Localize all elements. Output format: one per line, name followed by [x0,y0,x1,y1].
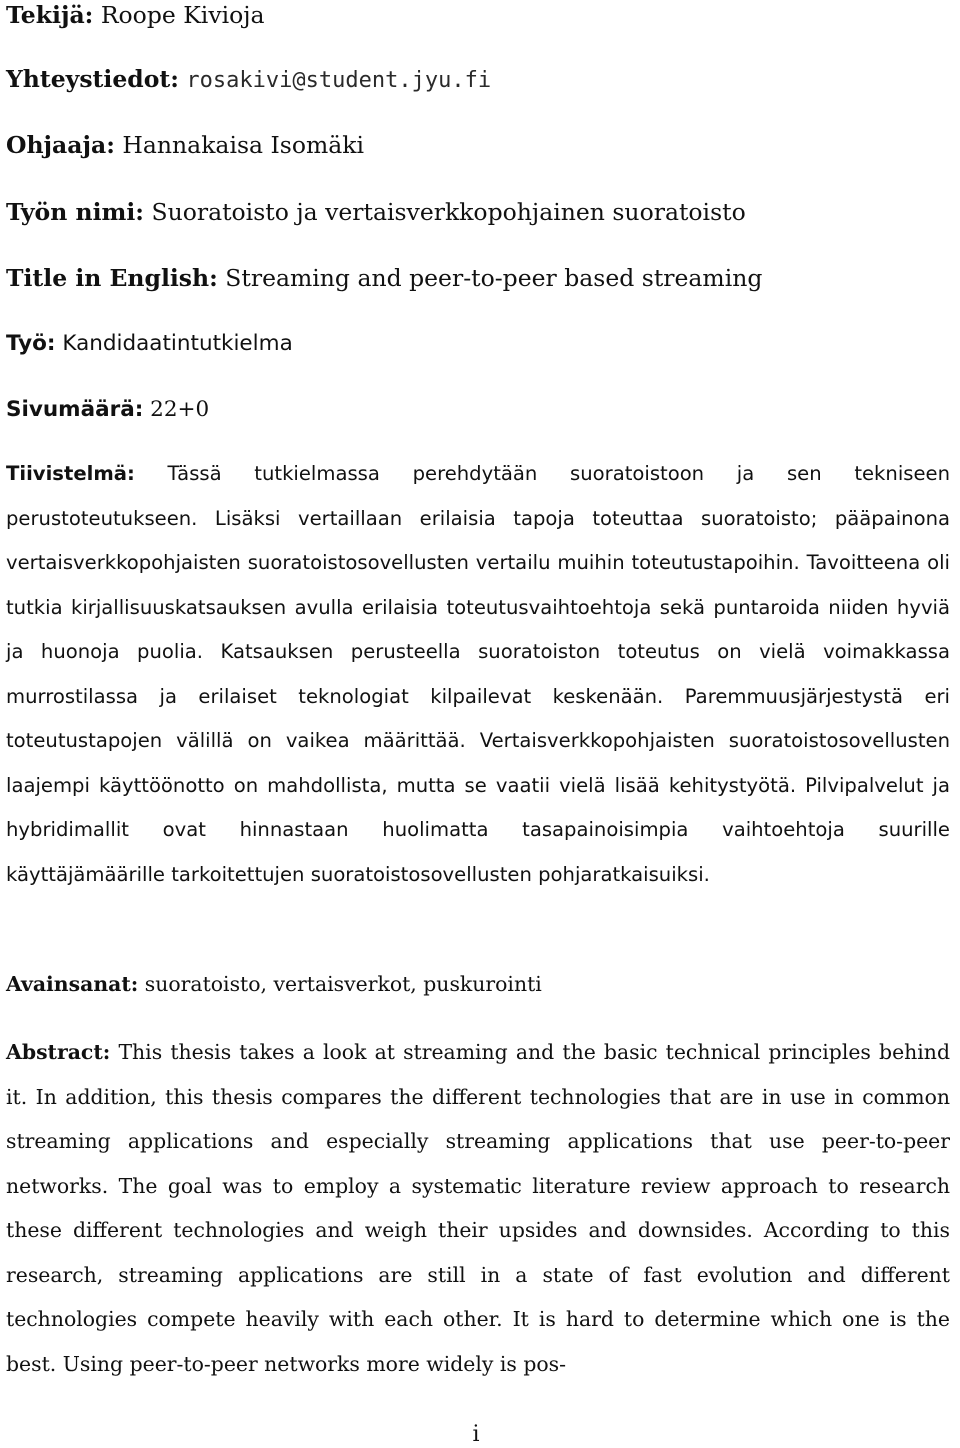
work-type-line [6,329,293,359]
supervisor-line [6,130,364,160]
summary-fi-paragraph [6,452,950,897]
author-line [6,0,265,30]
keywords-value: suoratoisto, vertaisverkot, puskurointi [144,972,542,996]
title-fi-value: Suoratoisto ja vertaisverkkopohjainen suoratoisto [151,198,746,226]
page-count-value: 22+0 [150,397,210,422]
title-en-label: Title in English: [6,264,218,292]
abstract-label: Abstract: [6,1040,111,1064]
supervisor-value: Hannakaisa Isomäki [122,131,365,159]
summary-fi-label: Tiivistelmä: [6,462,135,485]
contact-label: Yhteystiedot: [6,65,179,93]
work-type-label: Työ: [6,331,56,356]
page-count-label: Sivumäärä: [6,397,144,422]
keywords-paragraph [6,962,950,1007]
work-type-value: Kandidaatintutkielma [62,331,293,356]
title-en-value: Streaming and peer-to-peer based streaming [225,264,763,292]
title-en-line [6,263,762,293]
abstract-text: This thesis takes a look at streaming and the basic technical principles behind it. In addition, this thesis compares the different technologies that are in use in common streaming applications and especially streaming applications that use peer-to-peer networks. The goal was to employ a systematic literature review approach to research these different technologies and weigh their upsides and downsides. According to this research, streaming applications are still in a state of fast evolution and different technologies compete heavily with each other. It is hard to determine which one is the best. Using peer-to-peer networks more widely is pos- [6,1040,950,1376]
title-fi-line [6,197,746,227]
contact-email[interactable]: rosakivi@student.jyu.fi [186,68,492,93]
keywords-label: Avainsanat: [6,972,139,996]
abstract-paragraph [6,1030,950,1386]
author-label: Tekijä: [6,1,94,29]
summary-fi-text: Tässä tutkielmassa perehdytään suoratoistoon ja sen tekniseen perustoteutukseen. Lisäksi vertaillaan erilaisia tapoja toteuttaa suoratoisto; pääpainona vertaisverkkopohjaisten suoratoistosovellusten vertailu muihin toteutustapoihin. Tavoitteena oli tutkia kirjallisuuskatsauksen avulla erilaisia toteutusvaihtoehtoja sekä puntaroida niiden hyviä ja huonoja puolia. Katsauksen perusteella suoratoiston toteutus on vielä voimakkassa murrostilassa ja erilaiset teknologiat kilpailevat keskenään. Paremmuusjärjestystä eri toteutustapojen välillä on vaikea määrittää. Vertaisverkkopohjaisten suoratoistosovellusten laajempi käyttöönotto on mahdollista, mutta se vaatii vielä lisää kehitystyötä. Pilvipalvelut ja hybridimallit ovat hinnastaan huolimatta tasapainoisimpia vaihtoehtoja suurille käyttäjämäärille tarkoitettujen suoratoistosovellusten pohjaratkaisuiksi. [6,462,950,886]
author-value: Roope Kivioja [100,1,265,29]
page-count-line [6,395,209,425]
page-number: i [472,1422,480,1447]
supervisor-label: Ohjaaja: [6,131,115,159]
contact-line [6,64,491,96]
title-fi-label: Työn nimi: [6,198,144,226]
